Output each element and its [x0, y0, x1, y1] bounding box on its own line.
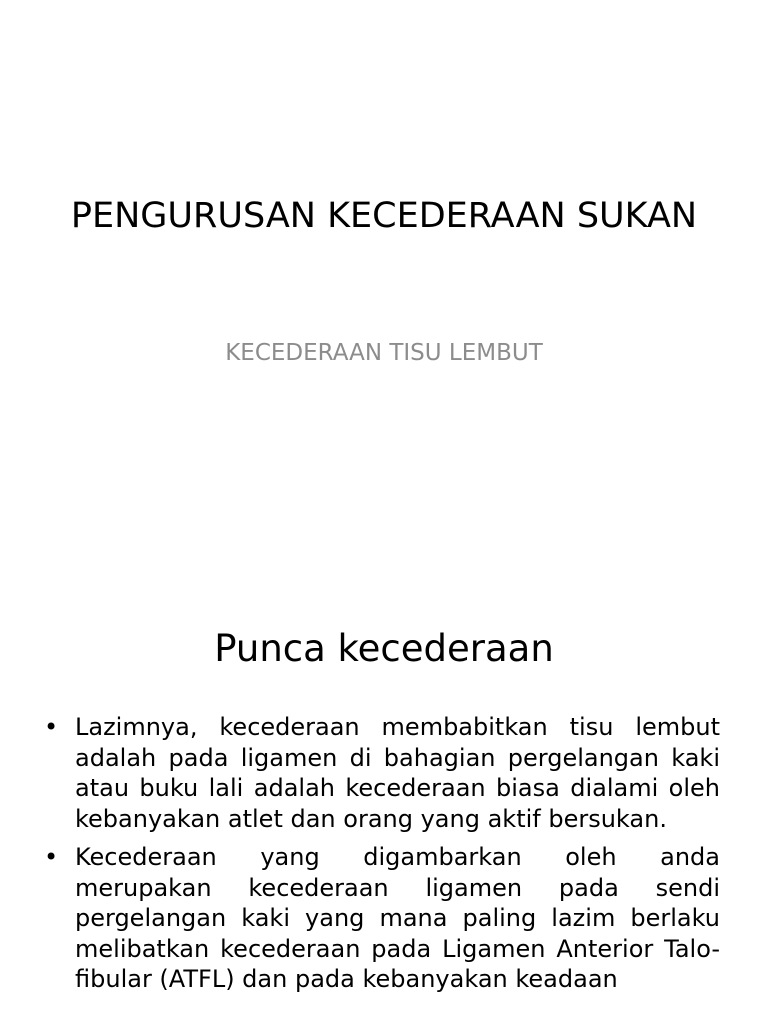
bullet-text-1: Lazimnya, kecederaan membabitkan tisu lembut adalah pada ligamen di bahagian pergelangan kaki atau buku lali adalah kecederaan biasa dialami oleh kebanyakan atlet dan orang yang aktif bersukan. [75, 713, 720, 833]
bullet-list [0, 712, 768, 1003]
slide-content [0, 576, 768, 1024]
bullet-item-1 [0, 712, 768, 834]
slide-title-heading: PENGURUSAN KECEDERAAN SUKAN [70, 196, 698, 236]
content-heading: Punca kecederaan [214, 627, 554, 670]
bullet-item-2 [0, 842, 768, 995]
slide-subtitle: KECEDERAAN TISU LEMBUT [225, 340, 543, 366]
bullet-dot-icon: • [44, 843, 59, 871]
bullet-text-2: Kecederaan yang digambarkan oleh anda merupakan kecederaan ligamen pada sendi pergelangan kaki yang mana paling lazim berlaku melibatkan kecederaan pada Ligamen Anterior Talo-fibular (ATFL) dan pada kebanyakan keadaan [75, 843, 720, 993]
bullet-dot-icon: • [44, 713, 59, 741]
